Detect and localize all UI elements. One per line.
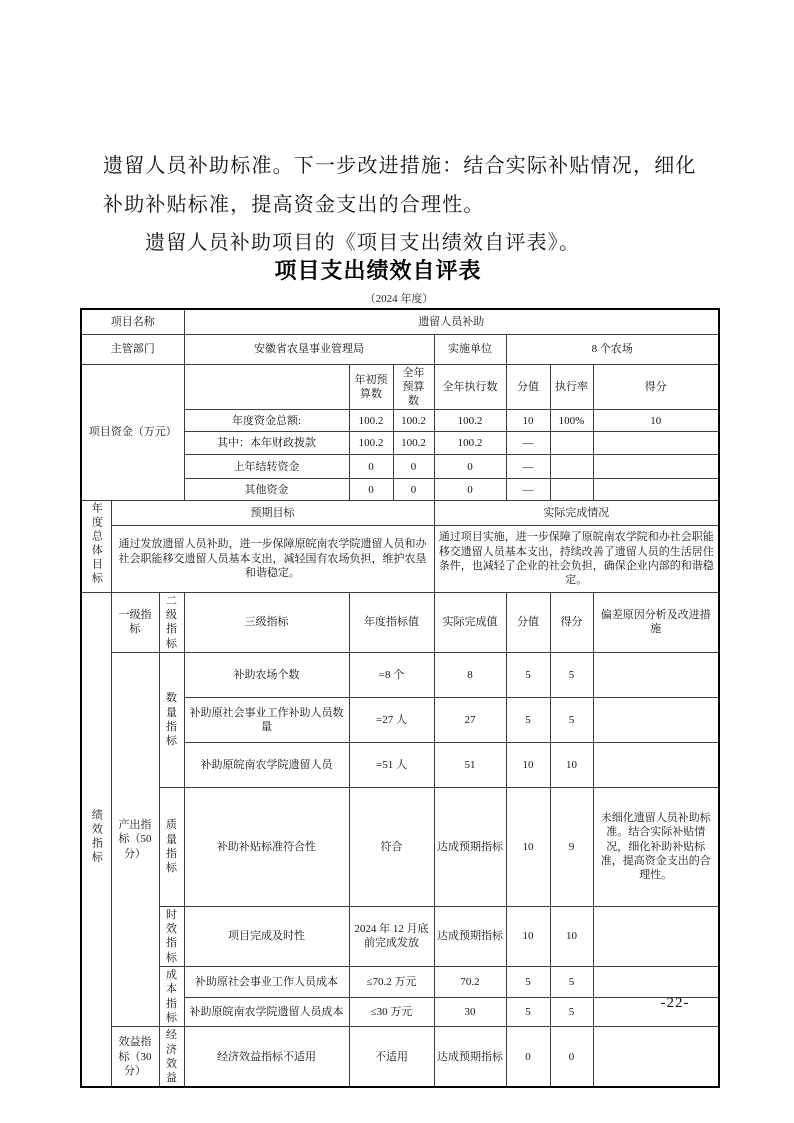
impl-unit-label-cell: 实施单位	[434, 334, 506, 364]
indicator-deviation-cell	[593, 1027, 719, 1088]
page-title: 项目支出绩效自评表	[274, 258, 482, 283]
indicator-points-cell: 10	[550, 742, 593, 787]
funds-header-exec-rate: 执行率	[550, 364, 593, 410]
indicator-name-cell: 补助原社会事业工作人员成本	[184, 967, 349, 998]
funds-header-year-exec: 全年执行数	[434, 364, 506, 410]
indicator-header-level1: 一级指标	[111, 592, 159, 652]
indicator-target-cell: =8 个	[349, 652, 434, 697]
actual-completion-text-cell: 通过项目实施，进一步保障了原皖南农学院和办社会职能移交遗留人员基本支出，持续改善了遗留人员的生活居住条件，也减轻了企业的社会负担，确保企业内部的和谐稳定。	[434, 526, 719, 593]
dept-value-cell: 安徽省农垦事业管理局	[184, 334, 434, 364]
indicator-name-cell: 补助原社会事业工作补助人员数量	[184, 697, 349, 742]
indicator-points-cell: 9	[550, 787, 593, 906]
indicator-points-cell: 5	[550, 998, 593, 1027]
funds-value-cell: 0	[349, 455, 393, 479]
annual-goal-side-label: 年度总体目标	[90, 502, 103, 587]
indicator-name-cell: 补助原皖南农学院遗留人员	[184, 742, 349, 787]
funds-value-cell: 0	[434, 455, 506, 479]
empty-cell	[593, 455, 719, 479]
indicator-row	[81, 652, 719, 697]
indicator-actual-cell: 达成预期指标	[434, 787, 506, 906]
indicator-name-cell: 项目完成及时性	[184, 906, 349, 966]
funds-value-cell: 100.2	[349, 410, 393, 432]
indicator-target-cell: =27 人	[349, 697, 434, 742]
indicator-points-cell: 0	[550, 1027, 593, 1088]
empty-cell	[184, 364, 349, 410]
funds-score-cell: —	[506, 479, 550, 501]
dept-label-cell: 主管部门	[81, 334, 184, 364]
indicator-row	[81, 967, 719, 998]
project-name-value-cell: 遗留人员补助	[184, 309, 719, 334]
indicator-points-cell: 5	[550, 652, 593, 697]
intro-paragraph-line-2: 补助补贴标准，提高资金支出的合理性。	[103, 194, 485, 216]
funds-points-cell: 10	[593, 410, 719, 432]
annual-goal-header-row	[81, 501, 719, 526]
performance-side-label-cell	[81, 592, 111, 1087]
funds-value-cell: 0	[393, 455, 434, 479]
intro-paragraph-line-1: 遗留人员补助标准。下一步改进措施：结合实际补贴情况，细化	[103, 155, 697, 177]
indicator-header-score: 分值	[506, 592, 550, 652]
funds-header-points: 得分	[593, 364, 719, 410]
funds-value-cell: 0	[349, 479, 393, 501]
funds-item-name-cell: 年度资金总额:	[184, 410, 349, 432]
funds-item-name-cell: 其中：本年财政拨款	[184, 432, 349, 455]
funds-value-cell: 100.2	[393, 432, 434, 455]
indicator-header-row	[81, 592, 719, 652]
performance-side-label: 绩效指标	[90, 809, 103, 866]
indicator-actual-cell: 51	[434, 742, 506, 787]
indicator-deviation-cell	[593, 652, 719, 697]
indicator-score-cell: 5	[506, 967, 550, 998]
empty-cell	[550, 432, 593, 455]
funds-item-name-cell: 上年结转资金	[184, 455, 349, 479]
indicator-score-cell: 5	[506, 652, 550, 697]
indicator-actual-cell: 8	[434, 652, 506, 697]
indicator-name-cell: 补助补贴标准符合性	[184, 787, 349, 906]
funds-score-cell: —	[506, 455, 550, 479]
funds-header-begin-budget: 年初预算数	[349, 364, 393, 410]
indicator-target-cell: 符合	[349, 787, 434, 906]
funds-header-row	[81, 364, 719, 410]
level1-benefit-cell: 效益指标（30 分）	[111, 1027, 159, 1088]
indicator-header-deviation: 偏差原因分析及改进措施	[593, 592, 719, 652]
indicator-target-cell: ≤30 万元	[349, 998, 434, 1027]
level2-quantity-cell: 数量指标	[159, 652, 184, 787]
funds-value-cell: 0	[393, 479, 434, 501]
indicator-actual-cell: 70.2	[434, 967, 506, 998]
indicator-target-cell: =51 人	[349, 742, 434, 787]
indicator-header-level3: 三级指标	[184, 592, 349, 652]
indicator-name-cell: 补助原皖南农学院遗留人员成本	[184, 998, 349, 1027]
indicator-actual-cell: 达成预期指标	[434, 1027, 506, 1088]
funds-value-cell: 100.2	[434, 432, 506, 455]
indicator-actual-cell: 30	[434, 998, 506, 1027]
indicator-deviation-cell	[593, 906, 719, 966]
impl-unit-value-cell: 8 个农场	[506, 334, 719, 364]
actual-completion-header-cell: 实际完成情况	[434, 501, 719, 526]
level1-output-cell: 产出指标（50 分）	[111, 652, 159, 1026]
indicator-header-level2: 二级指标	[159, 592, 184, 652]
funds-value-cell: 100.2	[434, 410, 506, 432]
indicator-score-cell: 0	[506, 1027, 550, 1088]
empty-cell	[550, 479, 593, 501]
funds-value-cell: 100.2	[349, 432, 393, 455]
page-number: -22-	[660, 995, 690, 1011]
funds-exec-rate-cell: 100%	[550, 410, 593, 432]
indicator-target-cell: ≤70.2 万元	[349, 967, 434, 998]
empty-cell	[593, 479, 719, 501]
indicator-actual-cell: 达成预期指标	[434, 906, 506, 966]
indicator-points-cell: 10	[550, 906, 593, 966]
indicator-score-cell: 10	[506, 787, 550, 906]
level2-economic-cell: 经济效益	[159, 1027, 184, 1088]
indicator-header-actual: 实际完成值	[434, 592, 506, 652]
level2-quality-cell: 质量指标	[159, 787, 184, 906]
funds-header-year-budget: 全年预算数	[393, 364, 434, 410]
indicator-row	[81, 906, 719, 966]
project-name-label-cell: 项目名称	[81, 309, 184, 334]
indicator-points-cell: 5	[550, 967, 593, 998]
expected-goal-text-cell: 通过发放遗留人员补助，进一步保障原皖南农学院遗留人员和办社会职能移交遗留人员基本支出，减轻国有农场负担，维护农垦和谐稳定。	[111, 526, 434, 593]
indicator-name-cell: 经济效益指标不适用	[184, 1027, 349, 1088]
annual-goal-content-row	[81, 526, 719, 593]
funds-value-cell: 0	[434, 479, 506, 501]
indicator-row	[81, 1027, 719, 1088]
indicator-points-cell: 5	[550, 697, 593, 742]
indicator-deviation-cell	[593, 697, 719, 742]
indicator-deviation-cell	[593, 742, 719, 787]
indicator-target-cell: 不适用	[349, 1027, 434, 1088]
intro-paragraph-line-3: 遗留人员补助项目的《项目支出绩效自评表》。	[145, 232, 581, 254]
indicator-name-cell: 补助农场个数	[184, 652, 349, 697]
indicator-score-cell: 10	[506, 906, 550, 966]
level2-time-cell: 时效指标	[159, 906, 184, 966]
funds-item-name-cell: 其他资金	[184, 479, 349, 501]
indicator-score-cell: 10	[506, 742, 550, 787]
indicator-deviation-cell	[593, 967, 719, 998]
funds-score-cell: 10	[506, 410, 550, 432]
funds-section-label-cell: 项目资金（万元）	[81, 364, 184, 501]
indicator-score-cell: 5	[506, 998, 550, 1027]
expected-goal-header-cell: 预期目标	[111, 501, 434, 526]
empty-cell	[593, 432, 719, 455]
self-evaluation-table	[80, 308, 720, 1088]
table-row	[81, 334, 719, 364]
indicator-header-points: 得分	[550, 592, 593, 652]
funds-header-score: 分值	[506, 364, 550, 410]
funds-score-cell: —	[506, 432, 550, 455]
level2-cost-cell: 成本指标	[159, 967, 184, 1027]
indicator-actual-cell: 27	[434, 697, 506, 742]
page-subtitle: （2024 年度）	[364, 293, 434, 305]
empty-cell	[550, 455, 593, 479]
indicator-row	[81, 787, 719, 906]
funds-value-cell: 100.2	[393, 410, 434, 432]
table-row	[81, 309, 719, 334]
indicator-target-cell: 2024 年 12 月底前完成发放	[349, 906, 434, 966]
indicator-header-target: 年度指标值	[349, 592, 434, 652]
annual-goal-side-label-cell	[81, 501, 111, 592]
indicator-score-cell: 5	[506, 697, 550, 742]
indicator-deviation-cell: 未细化遗留人员补助标准。结合实际补贴情况，细化补助补贴标准，提高资金支出的合理性。	[593, 787, 719, 906]
